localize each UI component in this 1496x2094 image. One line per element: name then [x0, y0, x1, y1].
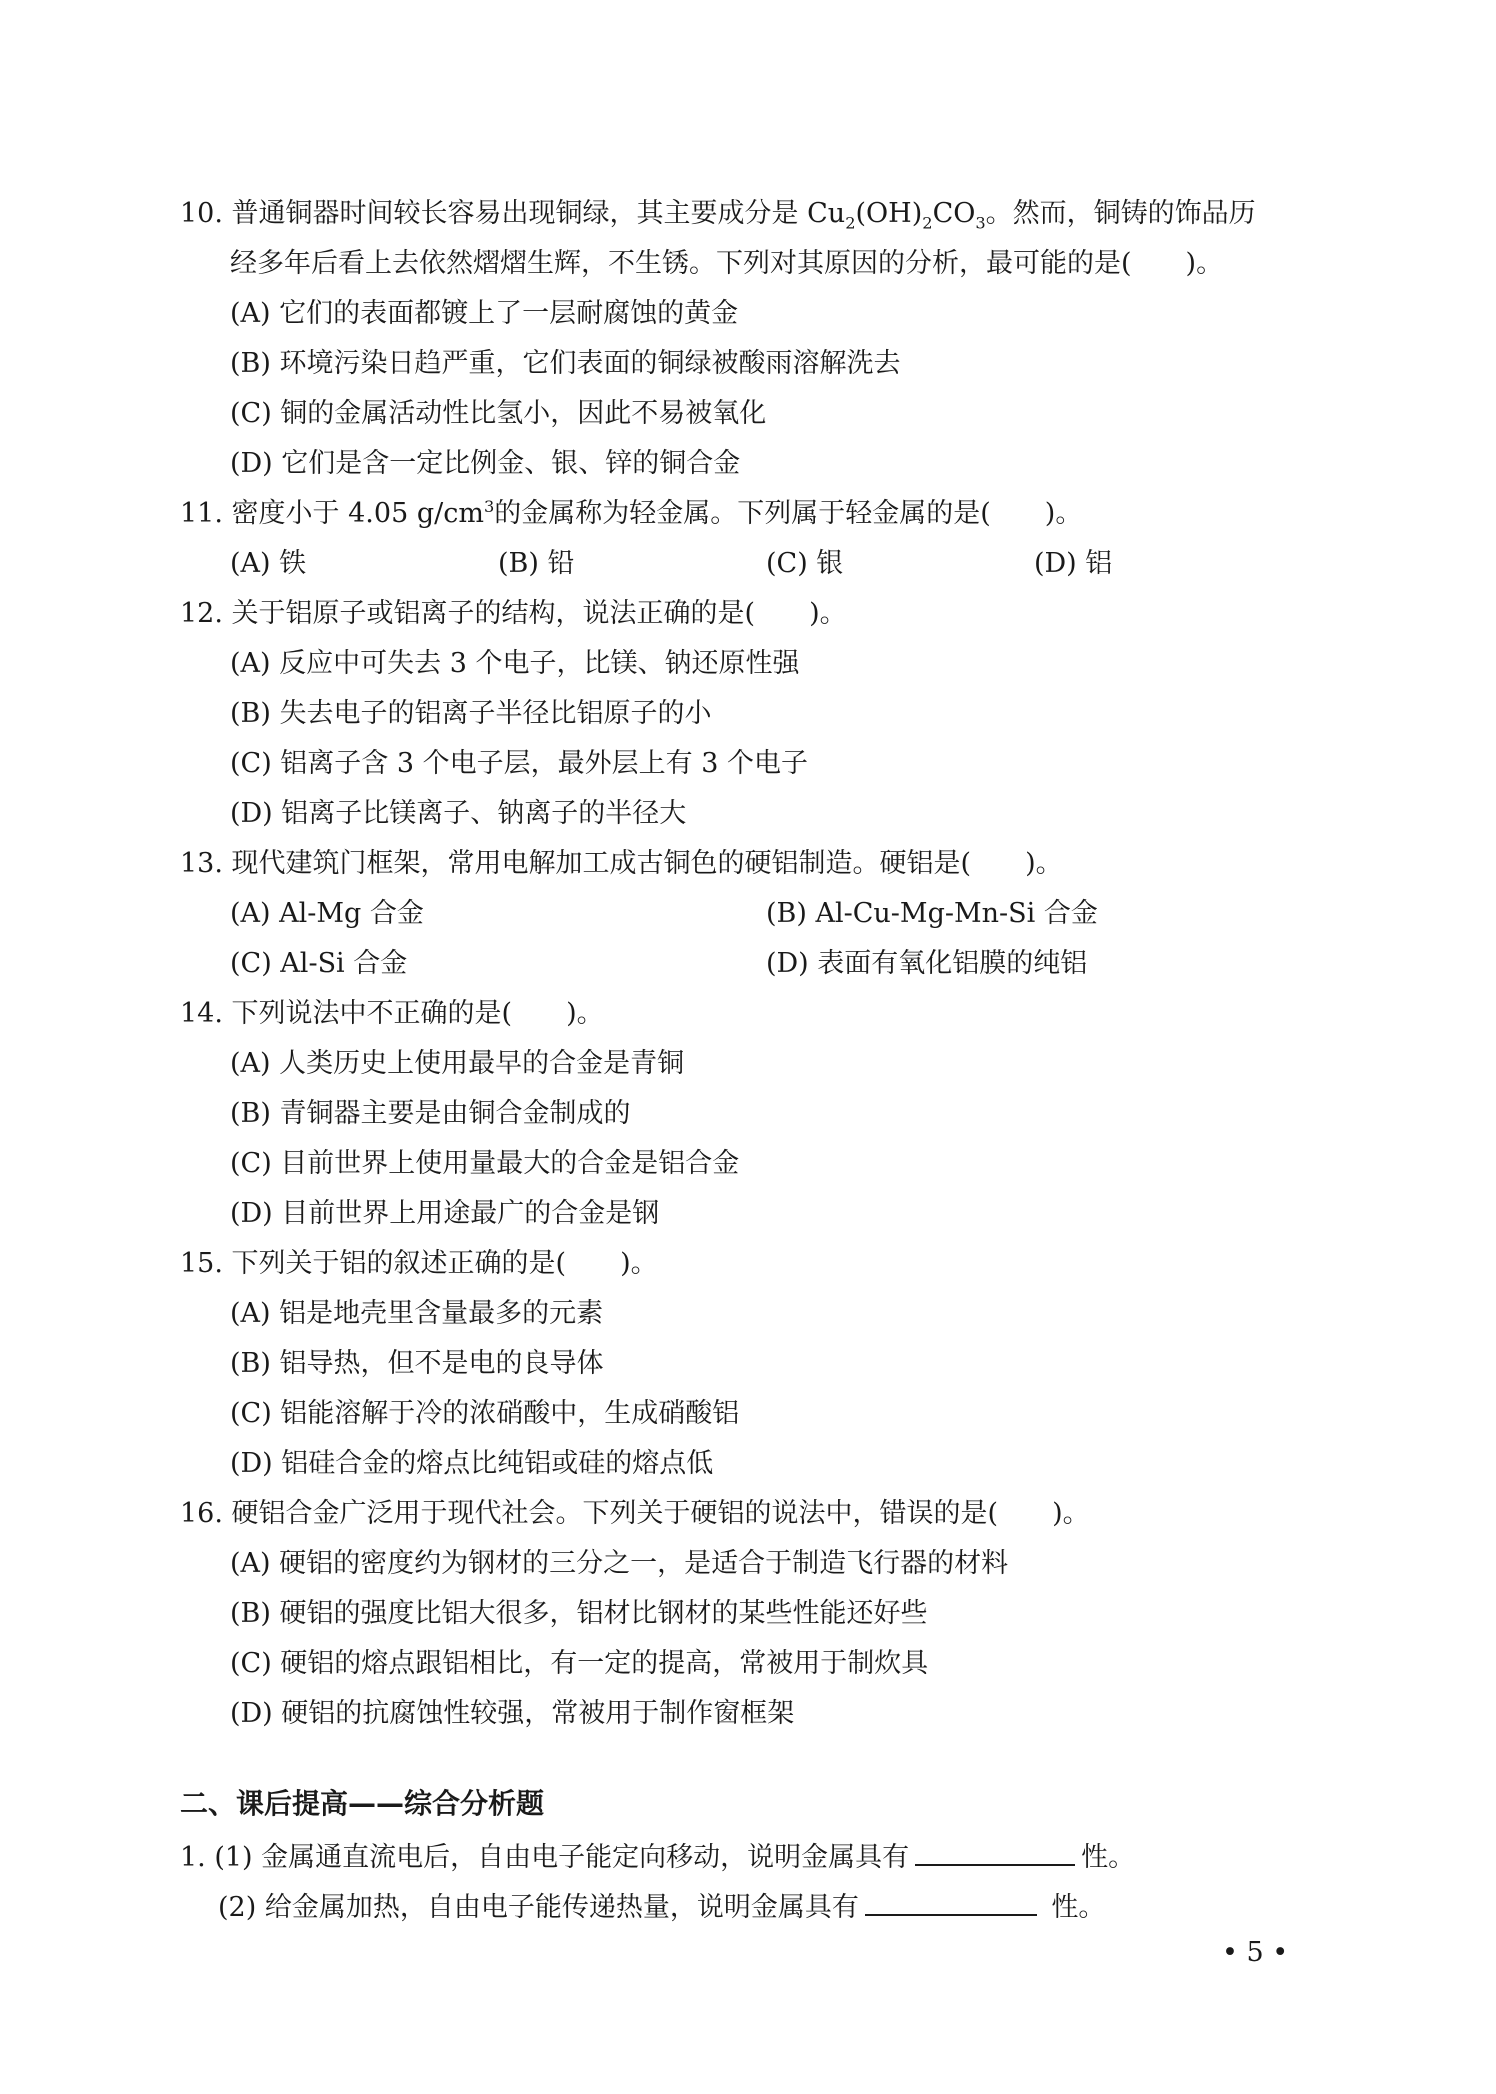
q16-option-b: (B) 硬铝的强度比铝大很多，铝材比钢材的某些性能还好些 — [230, 1598, 928, 1629]
q11-option-c: (C) 银 — [766, 548, 844, 579]
q13-option-d: (D) 表面有氧化铝膜的纯铝 — [766, 948, 1088, 979]
q15-stem: 15. 下列关于铝的叙述正确的是( )。 — [180, 1248, 658, 1279]
q15-option-d: (D) 铝硅合金的熔点比纯铝或硅的熔点低 — [230, 1448, 714, 1479]
q10-option-b: (B) 环境污染日趋严重，它们表面的铜绿被酸雨溶解洗去 — [230, 348, 901, 379]
q13-stem: 13. 现代建筑门框架，常用电解加工成古铜色的硬铝制造。硬铝是( )。 — [180, 848, 1063, 879]
q11-option-d: (D) 铝 — [1034, 548, 1113, 579]
q12-option-b: (B) 失去电子的铝离子半径比铝原子的小 — [230, 698, 712, 729]
q12-option-a: (A) 反应中可失去 3 个电子，比镁、钠还原性强 — [230, 648, 800, 679]
section-2-title: 二、课后提高——综合分析题 — [180, 1787, 545, 1820]
q11-option-a: (A) 铁 — [230, 548, 307, 579]
q15-option-a: (A) 铝是地壳里含量最多的元素 — [230, 1298, 604, 1329]
q16-option-a: (A) 硬铝的密度约为钢材的三分之一，是适合于制造飞行器的材料 — [230, 1548, 1009, 1579]
q14-option-a: (A) 人类历史上使用最早的合金是青铜 — [230, 1048, 685, 1079]
q16-option-c: (C) 硬铝的熔点跟铝相比，有一定的提高，常被用于制炊具 — [230, 1648, 929, 1679]
q11-stem: 11. 密度小于 4.05 $g/cm^3$的金属称为轻金属。下列属于轻金属的是( )。 — [180, 497, 1083, 529]
q15-option-b: (B) 铝导热，但不是电的良导体 — [230, 1348, 604, 1379]
q14-stem: 14. 下列说法中不正确的是( )。 — [180, 998, 604, 1029]
page-number: • 5 • — [1222, 1937, 1289, 1968]
q14-option-d: (D) 目前世界上用途最广的合金是钢 — [230, 1198, 660, 1229]
q10-option-d: (D) 它们是含一定比例金、银、锌的铜合金 — [230, 448, 741, 479]
answer-blank-1[interactable] — [915, 1836, 1075, 1866]
q10-option-a: (A) 它们的表面都镀上了一层耐腐蚀的黄金 — [230, 298, 739, 329]
s2-q1-part2: (2) 给金属加热，自由电子能传递热量，说明金属具有 性。 — [218, 1886, 1105, 1926]
q13-option-b: (B) Al-Cu-Mg-Mn-Si 合金 — [766, 898, 1098, 929]
answer-blank-2[interactable] — [865, 1886, 1037, 1916]
s2-q1-part1: 1. (1) 金属通直流电后，自由电子能定向移动，说明金属具有 性。 — [180, 1836, 1135, 1876]
q15-option-c: (C) 铝能溶解于冷的浓硝酸中，生成硝酸铝 — [230, 1398, 740, 1429]
q13-option-c: (C) Al-Si 合金 — [230, 948, 408, 979]
q16-option-d: (D) 硬铝的抗腐蚀性较强，常被用于制作窗框架 — [230, 1698, 795, 1729]
q11-option-b: (B) 铅 — [498, 548, 575, 579]
q10-stem-line1: 10. 普通铜器时间较长容易出现铜绿，其主要成分是 $Cu_2(OH)_2CO_3$。然而，铜铸的饰品历 — [180, 198, 1256, 233]
q14-option-b: (B) 青铜器主要是由铜合金制成的 — [230, 1098, 631, 1129]
q16-stem: 16. 硬铝合金广泛用于现代社会。下列关于硬铝的说法中，错误的是( )。 — [180, 1498, 1090, 1529]
q10-stem-line2: 经多年后看上去依然熠熠生辉，不生锈。下列对其原因的分析，最可能的是( )。 — [230, 248, 1224, 279]
q14-option-c: (C) 目前世界上使用量最大的合金是铝合金 — [230, 1148, 740, 1179]
q12-option-d: (D) 铝离子比镁离子、钠离子的半径大 — [230, 798, 687, 829]
q12-stem: 12. 关于铝原子或铝离子的结构，说法正确的是( )。 — [180, 598, 847, 629]
q12-option-c: (C) 铝离子含 3 个电子层，最外层上有 3 个电子 — [230, 748, 808, 779]
q10-option-c: (C) 铜的金属活动性比氢小，因此不易被氧化 — [230, 398, 767, 429]
q13-option-a: (A) Al-Mg 合金 — [230, 898, 424, 929]
